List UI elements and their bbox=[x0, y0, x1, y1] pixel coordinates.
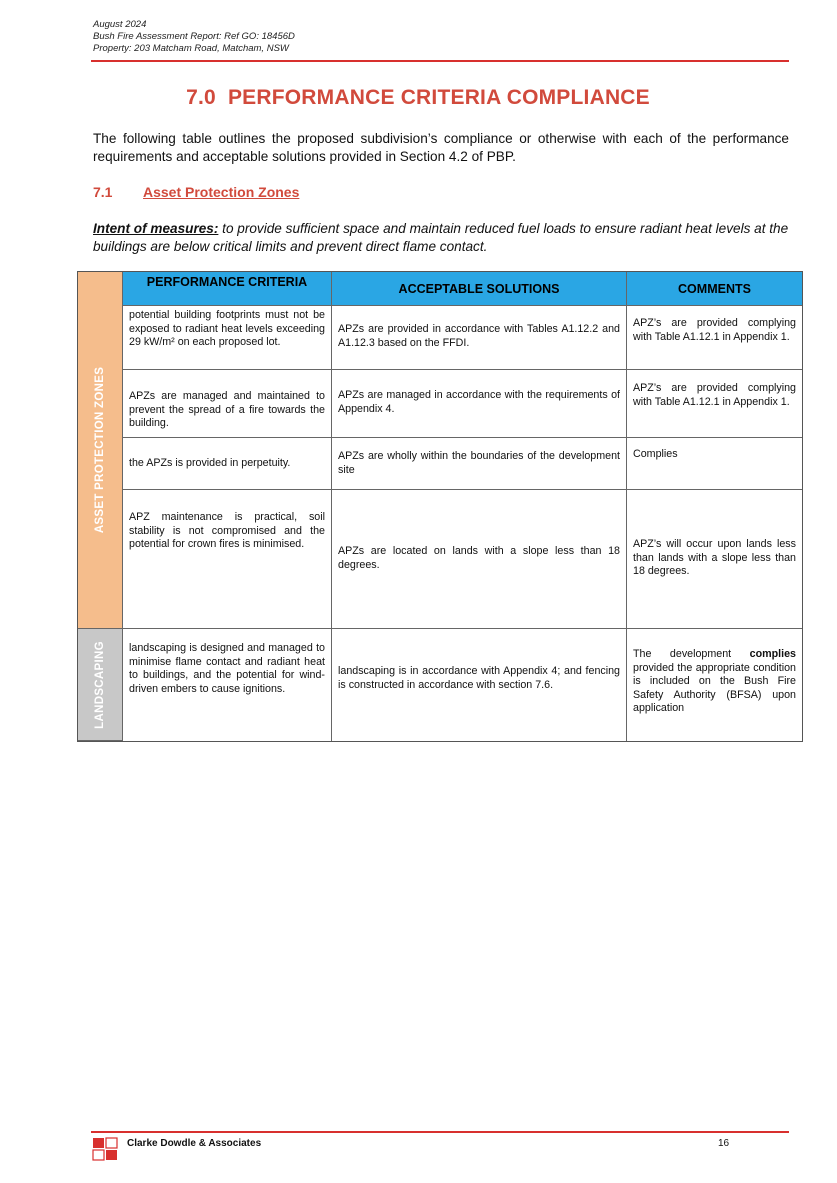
table-cell-criteria: potential building footprints must not be exposed to radiant heat levels exceeding 29 kW/m² on each proposed lot. bbox=[123, 306, 332, 370]
header-report-ref: Bush Fire Assessment Report: Ref GO: 18456D bbox=[93, 31, 295, 42]
intent-label: Intent of measures: bbox=[93, 221, 219, 236]
complies-emphasis: complies bbox=[749, 648, 796, 660]
running-header bbox=[93, 19, 295, 55]
table-cell-criteria: the APZs is provided in perpetuity. bbox=[123, 438, 332, 490]
section-title: Asset Protection Zones bbox=[143, 184, 300, 200]
table-cell-solution: APZs are located on lands with a slope less than 18 degrees. bbox=[332, 490, 627, 629]
group-landscaping bbox=[78, 629, 123, 741]
compliance-table bbox=[77, 271, 803, 742]
intent-paragraph bbox=[93, 220, 793, 256]
table-cell-criteria: landscaping is designed and managed to minimise flame contact and radiant heat to buildings, and the potential for wind-driven embers to cause ignitions. bbox=[123, 629, 332, 741]
header-date: August 2024 bbox=[93, 19, 147, 30]
intro-paragraph: The following table outlines the proposed subdivision’s compliance or otherwise with each of the performance requirements and acceptable solutions provided in Section 4.2 of PBP. bbox=[93, 131, 789, 164]
page-title: 7.0 PERFORMANCE CRITERIA COMPLIANCE bbox=[186, 86, 650, 109]
table-cell-solution: APZs are wholly within the boundaries of the development site bbox=[332, 438, 627, 490]
section-heading bbox=[93, 184, 299, 200]
table-cell-criteria: APZ maintenance is practical, soil stability is not compromised and the potential for crown fires is minimised. bbox=[123, 490, 332, 629]
header-property: Property: 203 Matcham Road, Matcham, NSW bbox=[93, 43, 289, 54]
company-logo bbox=[91, 1136, 119, 1162]
section-number: 7.1 bbox=[93, 184, 113, 200]
table-cell-comment: The development complies provided the appropriate condition is included on the Bush Fire Safety Authority (BFSA) upon application bbox=[633, 648, 799, 714]
header-divider bbox=[91, 60, 789, 62]
table-cell-comment: Complies bbox=[627, 438, 802, 490]
header-acceptable-solutions: ACCEPTABLE SOLUTIONS bbox=[332, 272, 627, 306]
table-cell-comment: APZ’s will occur upon lands less than lands with a slope less than 18 degrees. bbox=[627, 490, 802, 629]
header-performance-criteria: PERFORMANCE CRITERIA bbox=[123, 272, 332, 306]
group-label: LANDSCAPING bbox=[94, 640, 106, 729]
table-cell-solution: landscaping is in accordance with Appendix 4; and fencing is constructed in accordance with section 7.6. bbox=[332, 629, 627, 741]
table-cell-comment: APZ’s are provided complying with Table A1.12.1 in Appendix 1. bbox=[627, 370, 802, 438]
table-cell-solution: APZs are provided in accordance with Tables A1.12.2 and A1.12.3 based on the FFDI. bbox=[332, 306, 627, 370]
table-cell-comment: APZ’s are provided complying with Table A1.12.1 in Appendix 1. bbox=[627, 306, 802, 370]
intent-text: to provide sufficient space and maintain reduced fuel loads to ensure radiant heat levels at the buildings are below critical limits and prevent direct flame contact. bbox=[93, 221, 789, 254]
header-comments: COMMENTS bbox=[627, 272, 802, 306]
page-number: 16 bbox=[718, 1138, 730, 1149]
group-asset-protection-zones bbox=[78, 272, 123, 629]
footer-divider bbox=[91, 1131, 789, 1133]
footer-firm-name: Clarke Dowdle & Associates bbox=[127, 1138, 262, 1149]
table-cell-solution: APZs are managed in accordance with the requirements of Appendix 4. bbox=[332, 370, 627, 438]
group-label: ASSET PROTECTION ZONES bbox=[94, 366, 106, 534]
table-cell-criteria: APZs are managed and maintained to prevent the spread of a fire towards the building. bbox=[123, 370, 332, 438]
